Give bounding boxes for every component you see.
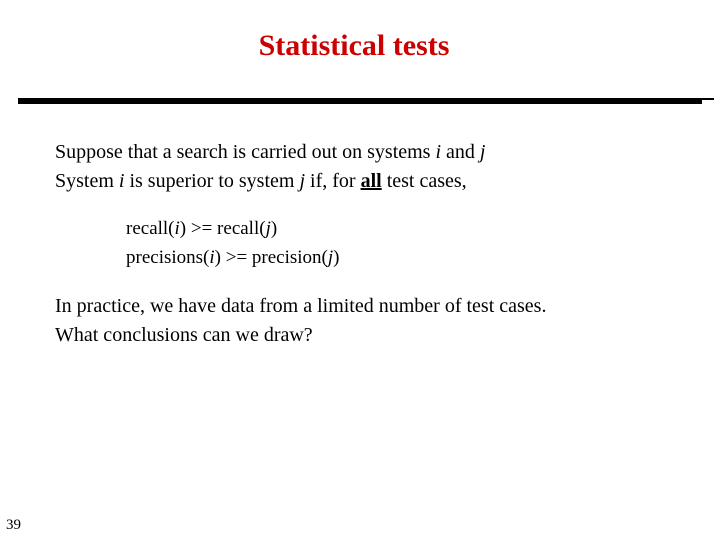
slide-body [55,138,695,350]
var-j: j [327,247,334,268]
premise-text-b: and [441,141,480,163]
premise-text-a: Suppose that a search is carried out on systems [55,141,436,163]
definition-text-b: is superior to system [124,170,300,192]
title-rule [18,98,702,104]
title-rule-cap [700,98,714,110]
precision-text-b: ) >= precision( [214,247,328,268]
recall-text-c: ) [270,218,278,239]
var-j: j [265,218,271,239]
var-i: i [209,247,215,268]
var-j: j [479,141,486,163]
practice-line: In practice, we have data from a limited number of test cases. [55,295,547,317]
precision-text-a: precisions( [126,247,210,268]
definition-text-c: if, for [305,170,361,192]
question-line: What conclusions can we draw? [55,324,313,346]
definition-line [55,167,695,196]
recall-text-a: recall( [126,218,175,239]
precision-text-c: ) [333,247,340,268]
precision-condition [55,243,695,272]
emphasis-all: all [360,170,382,192]
definition-text-a: System [55,170,119,192]
var-i: i [435,141,442,163]
page-title: Statistical tests [258,29,450,62]
recall-condition [55,214,695,243]
recall-text-b: ) >= recall( [179,218,266,239]
var-j: j [299,170,306,192]
var-i: i [118,170,125,192]
var-i: i [174,218,180,239]
page-number: 39 [6,517,21,533]
premise-line [55,138,695,167]
definition-text-d: test cases, [381,170,467,192]
